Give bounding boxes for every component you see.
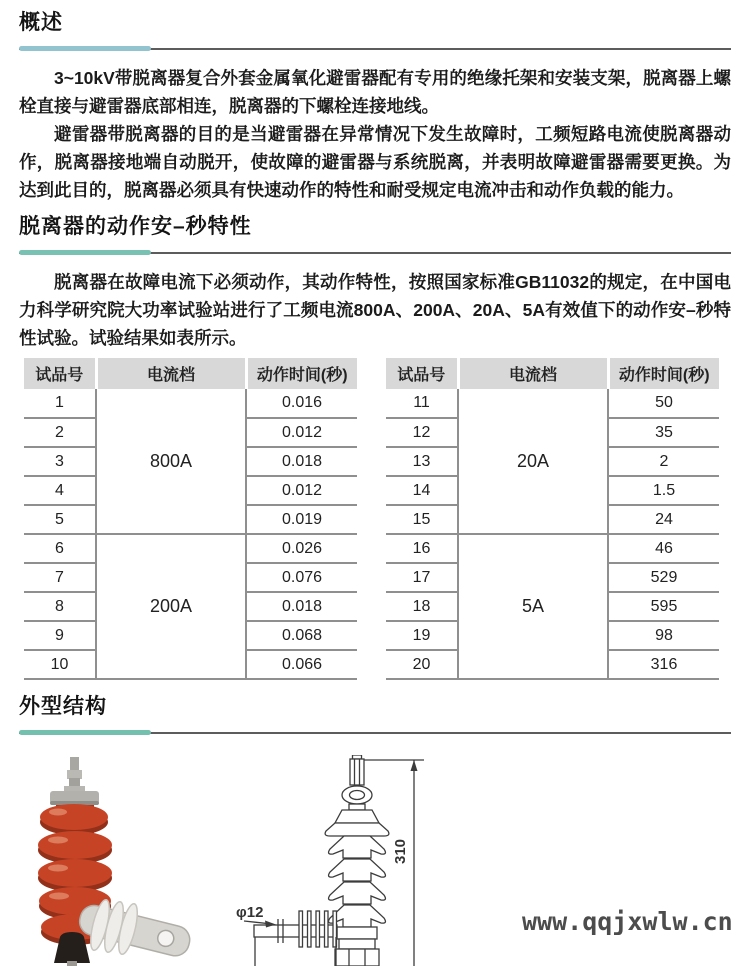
overview-paragraph-1: 3~10kV带脱离器复合外套金属氧化避雷器配有专用的绝缘托架和安装支架，脱离器上螺栓直接与避雷器底部相连，脱离器的下螺栓连接地线。	[19, 68, 731, 116]
cell-sample-no: 11	[386, 389, 458, 418]
test-table-left	[24, 358, 357, 680]
rule-accent	[19, 46, 151, 51]
cell-current-group: 200A	[96, 534, 246, 679]
cell-sample-no: 8	[24, 592, 96, 621]
height-dimension-label: 310	[392, 838, 409, 864]
table-row	[386, 534, 719, 563]
cell-sample-no: 18	[386, 592, 458, 621]
cell-time: 1.5	[608, 476, 719, 505]
cell-time: 529	[608, 563, 719, 592]
overview-paragraph-2: 避雷器带脱离器的目的是当避雷器在异常情况下发生故障时，工频短路电流使脱离器动作，脱离器接地端自动脱开，使故障的避雷器与系统脱离，并表明故障避雷器需要更换。为达到此目的，脱离器必须具有快速动作的特性和耐受规定电流冲击和动作负载的能力。	[19, 124, 731, 200]
table-row	[24, 389, 357, 418]
rule-accent	[19, 250, 151, 255]
cell-time: 316	[608, 650, 719, 679]
cell-time: 98	[608, 621, 719, 650]
cell-sample-no: 16	[386, 534, 458, 563]
cell-sample-no: 20	[386, 650, 458, 679]
characteristics-paragraph: 脱离器在故障电流下必须动作，其动作特性，按照国家标准GB11032的规定，在中国电力科学研究院大功率试验站进行了工频电流800A、200A、20A、5A有效值下的动作安–秒特性试验。试验结果如表所示。	[19, 272, 731, 348]
overview-title: 概述	[19, 11, 63, 34]
cell-sample-no: 14	[386, 476, 458, 505]
col-header-time: 动作时间(秒)	[246, 358, 357, 389]
cell-sample-no: 17	[386, 563, 458, 592]
cell-sample-no: 4	[24, 476, 96, 505]
cell-time: 2	[608, 447, 719, 476]
cell-sample-no: 19	[386, 621, 458, 650]
cell-time: 0.018	[246, 447, 357, 476]
rule-accent	[19, 730, 151, 735]
cell-sample-no: 13	[386, 447, 458, 476]
cell-time: 0.076	[246, 563, 357, 592]
cell-current-group: 20A	[458, 389, 608, 534]
cell-time: 0.016	[246, 389, 357, 418]
cell-sample-no: 10	[24, 650, 96, 679]
cell-time: 0.026	[246, 534, 357, 563]
cell-sample-no: 3	[24, 447, 96, 476]
structure-title-rule	[19, 730, 731, 736]
table-row	[24, 534, 357, 563]
overview-title-rule	[19, 46, 731, 52]
cell-sample-no: 6	[24, 534, 96, 563]
col-header-current: 电流档	[458, 358, 608, 389]
cell-time: 0.018	[246, 592, 357, 621]
test-table-right	[386, 358, 719, 680]
cell-time: 35	[608, 418, 719, 447]
col-header-time: 动作时间(秒)	[608, 358, 719, 389]
cell-sample-no: 7	[24, 563, 96, 592]
col-header-sample-no: 试品号	[386, 358, 458, 389]
cell-time: 46	[608, 534, 719, 563]
cell-time: 0.012	[246, 418, 357, 447]
table-header-row	[386, 358, 719, 389]
cell-current-group: 5A	[458, 534, 608, 679]
col-header-current: 电流档	[96, 358, 246, 389]
cell-sample-no: 2	[24, 418, 96, 447]
cell-time: 24	[608, 505, 719, 534]
cell-sample-no: 1	[24, 389, 96, 418]
cell-time: 0.068	[246, 621, 357, 650]
characteristics-title-rule	[19, 250, 731, 256]
cell-time: 50	[608, 389, 719, 418]
cell-sample-no: 5	[24, 505, 96, 534]
cell-time: 0.066	[246, 650, 357, 679]
cell-time: 595	[608, 592, 719, 621]
col-header-sample-no: 试品号	[24, 358, 96, 389]
arrester-drawing	[232, 755, 432, 966]
table-row	[386, 389, 719, 418]
test-results-tables	[24, 358, 731, 680]
table-header-row	[24, 358, 357, 389]
cell-current-group: 800A	[96, 389, 246, 534]
cell-time: 0.019	[246, 505, 357, 534]
cell-sample-no: 9	[24, 621, 96, 650]
cell-sample-no: 15	[386, 505, 458, 534]
watermark-text: www.qqjxwlw.cn	[522, 907, 733, 936]
arrester-photo	[12, 755, 230, 966]
diameter-label: φ12	[236, 904, 264, 921]
characteristics-title: 脱离器的动作安–秒特性	[19, 215, 252, 238]
structure-figures	[0, 755, 750, 966]
cell-time: 0.012	[246, 476, 357, 505]
cell-sample-no: 12	[386, 418, 458, 447]
structure-title: 外型结构	[19, 695, 107, 718]
